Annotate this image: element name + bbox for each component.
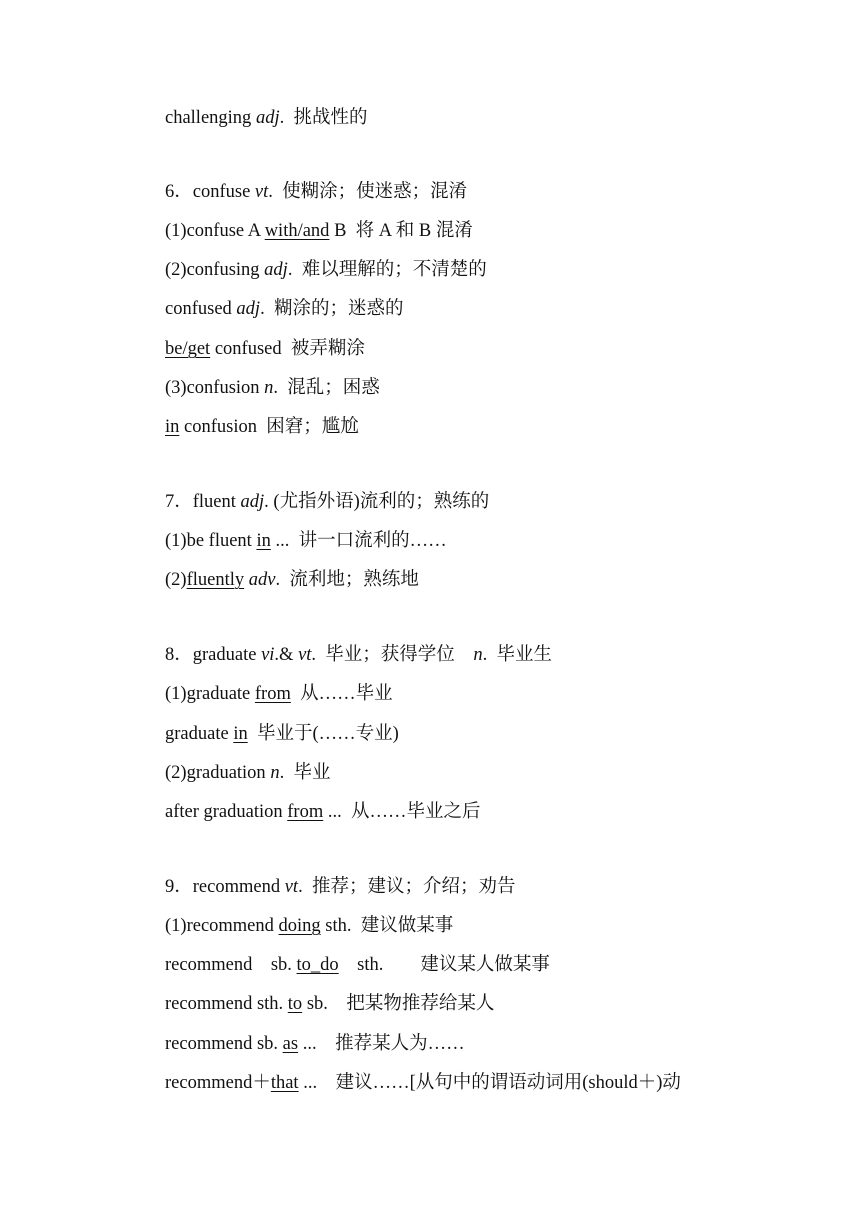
underlined-term: in <box>233 724 248 744</box>
text-segment: (2) <box>165 570 187 590</box>
line-recommend-doing <box>165 915 453 937</box>
line-graduation <box>165 762 330 784</box>
text-segment: B 将 A 和 B 混淆 <box>329 221 473 241</box>
text-segment: . 流利地；熟练地 <box>275 570 419 590</box>
underlined-term: as <box>282 1034 299 1054</box>
text-segment: challenging <box>165 108 256 128</box>
text-segment: 9．recommend <box>165 877 285 897</box>
text-segment: recommend sb. <box>165 955 297 975</box>
line-after-graduation <box>165 801 480 823</box>
text-segment: . 使糊涂；使迷惑；混淆 <box>268 182 468 202</box>
line-graduate-in <box>165 723 399 745</box>
text-segment: . 挑战性的 <box>279 108 368 128</box>
underlined-term: doing <box>278 916 321 936</box>
text-segment: recommend sth. <box>165 994 288 1014</box>
part-of-speech: n <box>473 645 483 665</box>
text-segment: after graduation <box>165 802 288 822</box>
part-of-speech: adv <box>248 570 276 590</box>
underlined-term: fluently <box>186 570 245 590</box>
line-in-confusion <box>165 416 359 438</box>
text-segment: ... 讲一口流利的…… <box>270 531 447 551</box>
underlined-term: with/and <box>264 221 330 241</box>
text-segment: . 毕业；获得学位 <box>311 645 474 665</box>
underlined-term: in <box>165 417 180 437</box>
heading-graduate <box>165 644 552 666</box>
text-segment: . 毕业生 <box>482 645 552 665</box>
line-be-fluent-in <box>165 530 447 552</box>
text-segment: 从……毕业 <box>290 684 393 704</box>
text-segment: . 糊涂的；迷惑的 <box>260 299 404 319</box>
text-segment: . 难以理解的；不清楚的 <box>287 260 487 280</box>
text-segment: . 推荐；建议；介绍；劝告 <box>298 877 516 897</box>
heading-recommend <box>165 876 515 898</box>
text-segment: sb. 把某物推荐给某人 <box>302 994 495 1014</box>
underlined-term: in <box>256 531 271 551</box>
part-of-speech: n <box>270 763 280 783</box>
text-segment: 7．fluent <box>165 492 241 512</box>
part-of-speech: vt <box>254 182 269 202</box>
line-confusing <box>165 259 487 281</box>
line-fluently <box>165 569 419 591</box>
underlined-term: to_do <box>296 955 339 975</box>
text-segment: . 毕业 <box>279 763 331 783</box>
underlined-term: be/get <box>165 339 211 359</box>
part-of-speech: adj <box>240 492 265 512</box>
text-segment: (2)graduation <box>165 763 271 783</box>
text-segment: (1)graduate <box>165 684 255 704</box>
text-segment: recommend sb. <box>165 1034 283 1054</box>
text-segment: confused 被弄糊涂 <box>210 339 365 359</box>
heading-fluent <box>165 491 489 513</box>
line-graduate-from <box>165 683 393 705</box>
text-segment: . (尤指外语)流利的；熟练的 <box>264 492 490 512</box>
text-segment: (3)confusion <box>165 378 265 398</box>
text-segment: (2)confusing <box>165 260 265 280</box>
text-segment: confused <box>165 299 237 319</box>
underlined-term: from <box>254 684 291 704</box>
text-segment: 毕业于(……专业) <box>247 724 399 744</box>
underlined-term: from <box>287 802 324 822</box>
part-of-speech: adj <box>264 260 288 280</box>
part-of-speech: adj <box>236 299 261 319</box>
text-segment: sth. 建议做某事 <box>320 916 454 936</box>
part-of-speech: vt <box>284 877 299 897</box>
part-of-speech: vi <box>261 645 275 665</box>
line-recommend-sth-to-sb <box>165 993 494 1015</box>
text-segment: ... 建议……[从句中的谓语动词用(should＋)动 <box>298 1073 681 1093</box>
part-of-speech: n <box>264 378 274 398</box>
text-segment: ... 从……毕业之后 <box>323 802 481 822</box>
line-recommend-that <box>165 1072 681 1094</box>
text-segment: (1)be fluent <box>165 531 257 551</box>
underlined-term: to <box>287 994 303 1014</box>
underlined-term: that <box>270 1073 299 1093</box>
line-recommend-sb-as <box>165 1033 465 1055</box>
text-segment: 6．confuse <box>165 182 255 202</box>
line-confuse-1 <box>165 220 473 242</box>
heading-confuse <box>165 181 467 203</box>
text-segment: graduate <box>165 724 234 744</box>
line-confused <box>165 298 403 320</box>
line-recommend-sb-to-do <box>165 954 550 976</box>
part-of-speech: vt <box>298 645 312 665</box>
text-segment: .& <box>274 645 299 665</box>
text-segment: ... 推荐某人为…… <box>298 1034 465 1054</box>
line-be-get-confused <box>165 338 365 360</box>
text-segment: (1)confuse A <box>165 221 265 241</box>
text-segment: recommend＋ <box>165 1073 271 1093</box>
part-of-speech: adj <box>255 108 280 128</box>
text-segment: confusion 困窘；尴尬 <box>179 417 359 437</box>
text-segment: sth. 建议某人做某事 <box>338 955 550 975</box>
text-segment: 8．graduate <box>165 645 262 665</box>
text-segment: (1)recommend <box>165 916 279 936</box>
text-segment: . 混乱；困惑 <box>273 378 380 398</box>
line-challenging <box>165 107 367 129</box>
line-confusion <box>165 377 380 399</box>
